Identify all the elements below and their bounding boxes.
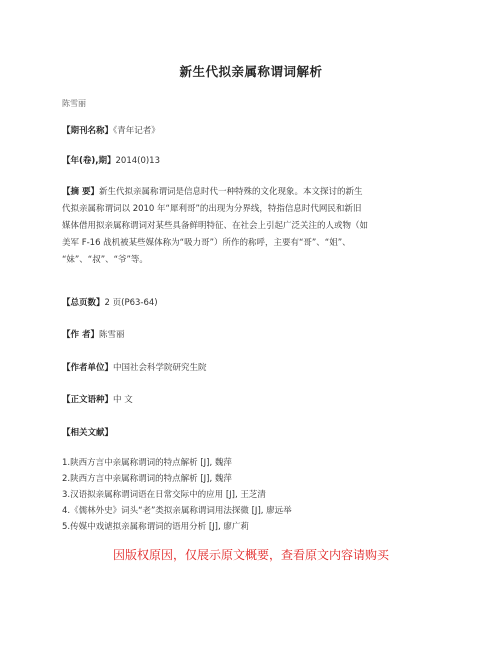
affiliation-field xyxy=(62,361,207,373)
journal-label: 【期刊名称】 xyxy=(62,126,114,136)
issue-label: 【年(卷),期】 xyxy=(62,156,116,166)
copyright-notice: 因版权原因，仅展示原文概要，查看原文内容请购买 xyxy=(112,548,389,562)
author-field-label: 【作 者】 xyxy=(62,330,99,340)
list-item: 4.《儒林外史》词头“老”类拟亲属称谓词用法探微 [J], 廖远举 xyxy=(62,506,292,516)
language-label: 【正文语种】 xyxy=(62,395,114,405)
abstract-line-2: 代拟亲属称谓词以 2010 年“犀利哥”的出现为分界线，特指信息时代网民和新旧 xyxy=(62,204,362,214)
abstract-block xyxy=(62,184,442,269)
pages-field xyxy=(62,296,158,308)
references-list xyxy=(62,455,292,535)
abstract-line-4: 美军 F-16 战机被某些媒体称为“吸力哥”）所作的称呼，主要有“哥”、“姐”、 xyxy=(62,238,351,248)
list-item: 1.陕西方言中亲属称谓词的特点解析 [J], 魏萍 xyxy=(62,458,232,468)
list-item: 5.传媒中戏谑拟亲属称谓词的语用分析 [J], 廖广莉 xyxy=(62,522,249,532)
abstract-label: 【摘 要】 xyxy=(62,187,99,197)
affiliation-label: 【作者单位】 xyxy=(62,363,114,373)
author-field xyxy=(62,328,124,340)
references-heading xyxy=(62,426,113,438)
abstract-line-3: 媒体借用拟亲属称谓词对某些具备鲜明特征、在社会上引起广泛关注的人或物（如 xyxy=(62,221,369,231)
pages-value: 2 页(P63-64) xyxy=(104,298,158,308)
references-label: 【相关文献】 xyxy=(62,428,114,438)
language-field xyxy=(62,393,133,405)
abstract-line-5: “妹”、“叔”、“爷”等。 xyxy=(62,255,148,265)
pages-label: 【总页数】 xyxy=(62,298,105,308)
journal-field xyxy=(62,124,160,136)
language-value: 中 文 xyxy=(113,395,133,405)
author-line: 陈雪丽 xyxy=(62,99,86,108)
journal-value: 《青年记者》 xyxy=(113,126,160,136)
author-field-value: 陈雪丽 xyxy=(98,330,125,340)
abstract-line-1: 【摘 要】新生代拟亲属称谓词是信息时代一种特殊的文化现象。本文探讨的新生 xyxy=(62,187,363,197)
list-item: 3.汉语拟亲属称谓词语在日常交际中的应用 [J], 王芝清 xyxy=(62,490,266,500)
document-title: 新生代拟亲属称谓词解析 xyxy=(179,64,323,79)
list-item: 2.陕西方言中亲属称谓词的特点解析 [J], 魏萍 xyxy=(62,474,232,484)
affiliation-value: 中国社会科学院研究生院 xyxy=(113,363,207,373)
issue-value: 2014(0)13 xyxy=(115,156,160,166)
issue-field xyxy=(62,154,160,166)
